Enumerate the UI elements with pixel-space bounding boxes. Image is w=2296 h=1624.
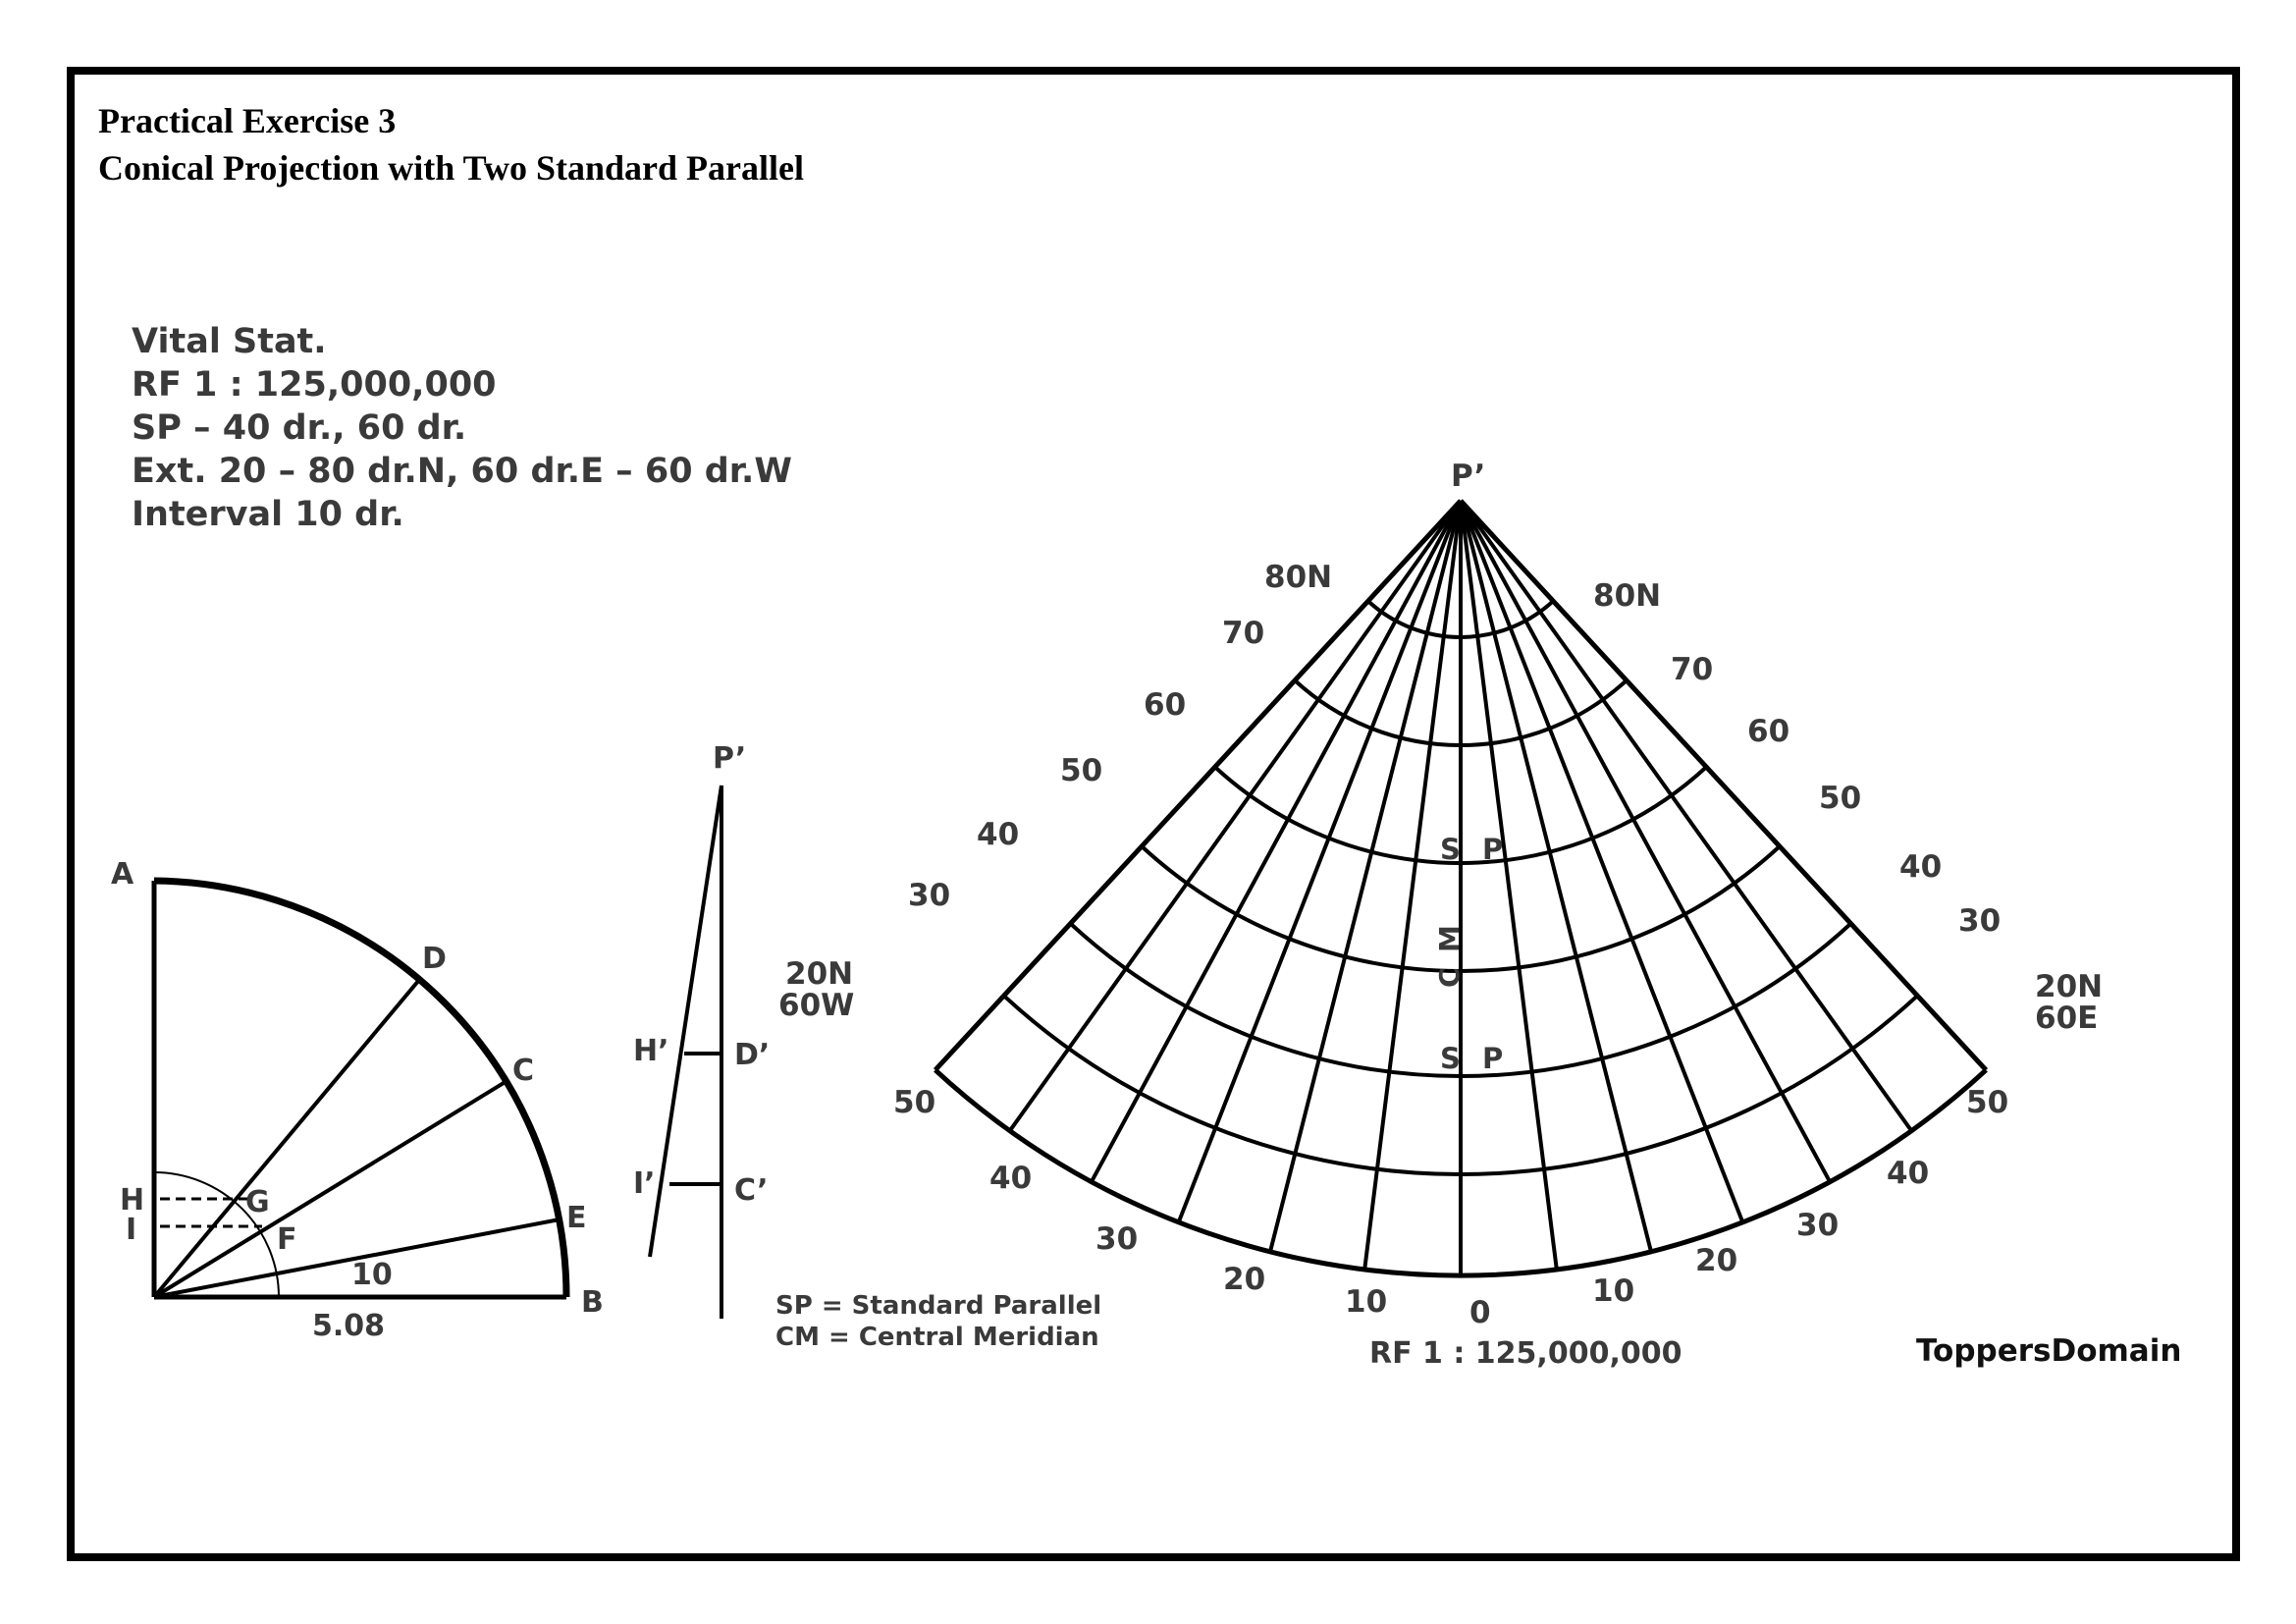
bottom-label-0: 0 [1469,1295,1491,1330]
left-label-80: 80N [1264,560,1333,595]
point-a-label: A [111,857,134,892]
quadrant-arc-ab [154,881,566,1297]
bottom-label-40e: 40 [1887,1156,1930,1191]
point-b-label: B [581,1285,604,1320]
vital-stats-sp: SP – 40 dr., 60 dr. [132,408,467,448]
legend [775,1291,1101,1352]
left-label-60: 60 [1144,687,1187,723]
right-label-60: 60 [1747,714,1790,749]
right-label-30: 30 [1958,903,2002,939]
bottom-label-30e: 30 [1796,1208,1840,1243]
point-h-label: H [120,1183,145,1218]
right-label-50: 50 [1819,781,1862,816]
construction-d-label: D’ [734,1038,771,1072]
exercise-subtitle: Conical Projection with Two Standard Parallel [98,148,804,188]
cm-label-m: M [1433,925,1466,952]
right-label-70: 70 [1671,652,1714,687]
vital-stats-extent: Ext. 20 – 80 dr.N, 60 dr.E – 60 dr.W [132,452,792,491]
left-label-30: 30 [908,878,951,913]
point-d-label: D [422,942,447,976]
conical-graticule [935,501,1986,1275]
construction-i-label: I’ [633,1166,656,1201]
point-c-label: C [512,1054,535,1088]
sp-label-p-lower: P [1482,1042,1504,1075]
construction-c-label: C’ [734,1173,769,1208]
right-label-40: 40 [1899,849,1943,885]
base-value-label: 5.08 [312,1309,386,1343]
radius-value-label: 10 [351,1258,393,1292]
vital-stats-rf: RF 1 : 125,000,000 [132,365,497,405]
bottom-label-50e: 50 [1966,1085,2009,1120]
construction-apex-label: P’ [713,741,747,776]
bottom-label-20e: 20 [1695,1243,1738,1278]
point-i-label: I [126,1213,137,1247]
bottom-label-10w: 10 [1345,1284,1388,1320]
left-label-50: 50 [1060,753,1103,788]
exercise-title: Practical Exercise 3 [98,101,397,140]
bottom-label-40w: 40 [989,1161,1033,1196]
point-e-label: E [566,1201,587,1235]
quadrant-labels [111,857,604,1343]
right-corner-60e: 60E [2035,1001,2099,1036]
cm-label-c: C [1433,967,1466,988]
legend-sp: SP = Standard Parallel [775,1291,1102,1321]
right-corner-20n: 20N [2035,969,2104,1004]
point-f-label: F [277,1222,297,1257]
quadrant-construction [154,881,566,1297]
projection-apex-label: P’ [1451,459,1486,494]
left-corner-20n: 20N [785,956,854,992]
left-corner-60w: 60W [778,988,855,1023]
sp-label-p-upper: P [1482,833,1504,866]
vital-stats-heading: Vital Stat. [132,322,327,361]
construction-h-label: H’ [633,1034,669,1068]
meridian-20w [1270,501,1461,1252]
left-label-70: 70 [1222,616,1265,651]
left-label-40: 40 [977,817,1020,852]
point-g-label: G [245,1185,270,1219]
sp-label-s-lower: S [1440,1042,1461,1075]
bottom-label-50w: 50 [893,1085,936,1120]
bottom-label-10e: 10 [1592,1273,1635,1309]
apex-construction-labels [633,741,770,1208]
bottom-label-30w: 30 [1095,1221,1139,1257]
bottom-label-20w: 20 [1223,1262,1266,1297]
projection-labels [778,459,2103,1371]
vital-stats-interval: Interval 10 dr. [132,495,404,534]
sp-label-s-upper: S [1440,833,1461,866]
projection-rf-label: RF 1 : 125,000,000 [1369,1336,1682,1371]
credit-label: ToppersDomain [1916,1333,2182,1369]
right-label-80: 80N [1593,578,1662,614]
legend-cm: CM = Central Meridian [775,1323,1099,1352]
